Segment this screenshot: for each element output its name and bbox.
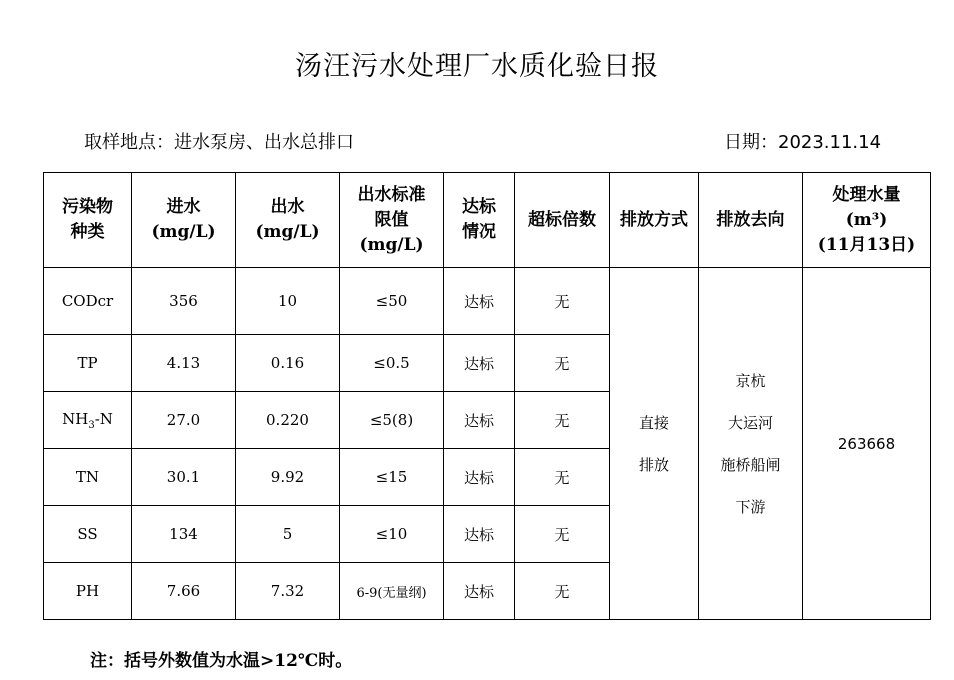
header-exceed: 超标倍数	[515, 173, 610, 268]
header-pollutant: 污染物 种类	[44, 173, 132, 268]
report-date: 日期：2023.11.14	[724, 132, 882, 153]
header-inflow: 进水 (mg/L)	[132, 173, 236, 268]
limit-cell: 6-9(无量纲)	[340, 563, 444, 620]
header-volume: 处理水量 (m³) (11月13日)	[803, 173, 931, 268]
outflow-cell: 10	[236, 268, 340, 335]
exceed-cell: 无	[515, 268, 610, 335]
pollutant-cell: PH	[44, 563, 132, 620]
header-compliance: 达标 情况	[444, 173, 515, 268]
limit-cell: ≤15	[340, 449, 444, 506]
pollutant-cell: CODcr	[44, 268, 132, 335]
pollutant-cell: $NH_3-N$	[44, 392, 132, 449]
inflow-cell: 30.1	[132, 449, 236, 506]
pollutant-cell: TP	[44, 335, 132, 392]
discharge-destination-cell: 京杭 大运河 施桥船闸 下游	[699, 268, 803, 620]
compliance-cell: 达标	[444, 449, 515, 506]
limit-cell: ≤5(8)	[340, 392, 444, 449]
pollutant-cell: SS	[44, 506, 132, 563]
outflow-cell: 5	[236, 506, 340, 563]
inflow-cell: 27.0	[132, 392, 236, 449]
exceed-cell: 无	[515, 392, 610, 449]
header-limit: 出水标准 限值 (mg/L)	[340, 173, 444, 268]
outflow-cell: 0.220	[236, 392, 340, 449]
water-quality-table	[43, 172, 931, 620]
report-title: 汤汪污水处理厂水质化验日报	[295, 51, 659, 82]
sampling-location: 取样地点：进水泵房、出水总排口	[84, 132, 354, 153]
inflow-cell: 7.66	[132, 563, 236, 620]
exceed-cell: 无	[515, 563, 610, 620]
limit-cell: ≤50	[340, 268, 444, 335]
inflow-cell: 356	[132, 268, 236, 335]
compliance-cell: 达标	[444, 268, 515, 335]
exceed-cell: 无	[515, 335, 610, 392]
header-row	[44, 173, 931, 268]
header-outflow: 出水 (mg/L)	[236, 173, 340, 268]
inflow-cell: 4.13	[132, 335, 236, 392]
pollutant-cell: TN	[44, 449, 132, 506]
header-discharge-destination: 排放去向	[699, 173, 803, 268]
exceed-cell: 无	[515, 506, 610, 563]
header-discharge-method: 排放方式	[610, 173, 699, 268]
compliance-cell: 达标	[444, 563, 515, 620]
footnote: 注：括号外数值为水温>12℃时。	[90, 651, 353, 671]
compliance-cell: 达标	[444, 335, 515, 392]
compliance-cell: 达标	[444, 506, 515, 563]
outflow-cell: 9.92	[236, 449, 340, 506]
treated-volume-cell: 263668	[803, 268, 931, 620]
limit-cell: ≤0.5	[340, 335, 444, 392]
compliance-cell: 达标	[444, 392, 515, 449]
exceed-cell: 无	[515, 449, 610, 506]
outflow-cell: 0.16	[236, 335, 340, 392]
inflow-cell: 134	[132, 506, 236, 563]
discharge-method-cell: 直接 排放	[610, 268, 699, 620]
table-row	[44, 268, 931, 335]
outflow-cell: 7.32	[236, 563, 340, 620]
limit-cell: ≤10	[340, 506, 444, 563]
